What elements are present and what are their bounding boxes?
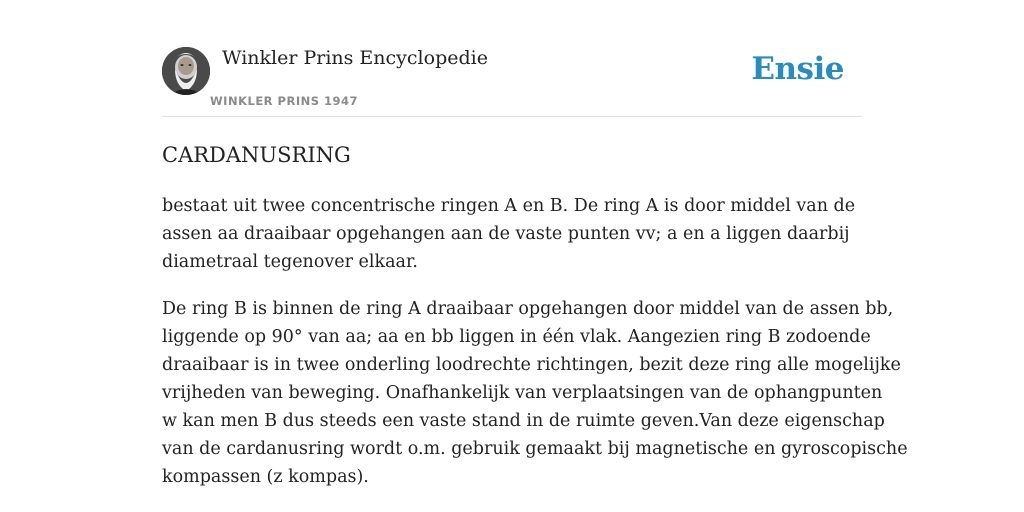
text-line: De ring B is binnen de ring A draaibaar opgehangen door middel van de assen bb,	[162, 299, 894, 319]
text-line: assen aa draaibaar opgehangen aan de vaste punten vv; a en a liggen daarbij	[162, 224, 850, 244]
source-header	[162, 40, 862, 117]
text-line: van de cardanusring wordt o.m. gebruik gemaakt bij magnetische en gyroscopische	[162, 439, 908, 459]
text-line: diametraal tegenover elkaar.	[162, 252, 418, 272]
bearded-man-portrait-icon	[162, 47, 210, 95]
source-edition: WINKLER PRINS 1947	[210, 94, 359, 108]
source-avatar[interactable]	[162, 47, 210, 95]
text-line: vrijheden van beweging. Onafhankelijk van verplaatsingen van de ophangpunten	[162, 383, 883, 403]
text-line: w kan men B dus steeds een vaste stand in de ruimte geven.Van deze eigenschap	[162, 411, 885, 431]
text-line: liggende op 90° van aa; aa en bb liggen in één vlak. Aangezien ring B zodoende	[162, 327, 871, 347]
article-title: CARDANUSRING	[162, 143, 351, 167]
article-body	[162, 192, 908, 510]
text-line: kompassen (z kompas).	[162, 467, 369, 487]
source-name[interactable]: Winkler Prins Encyclopedie	[222, 47, 488, 69]
brand-logo[interactable]: Ensie	[751, 51, 844, 87]
article-paragraph	[162, 295, 908, 491]
text-line: bestaat uit twee concentrische ringen A en B. De ring A is door middel van de	[162, 196, 856, 216]
article-paragraph	[162, 192, 872, 276]
text-line: draaibaar is in twee onderling loodrechte richtingen, bezit deze ring alle mogelijke	[162, 355, 901, 375]
